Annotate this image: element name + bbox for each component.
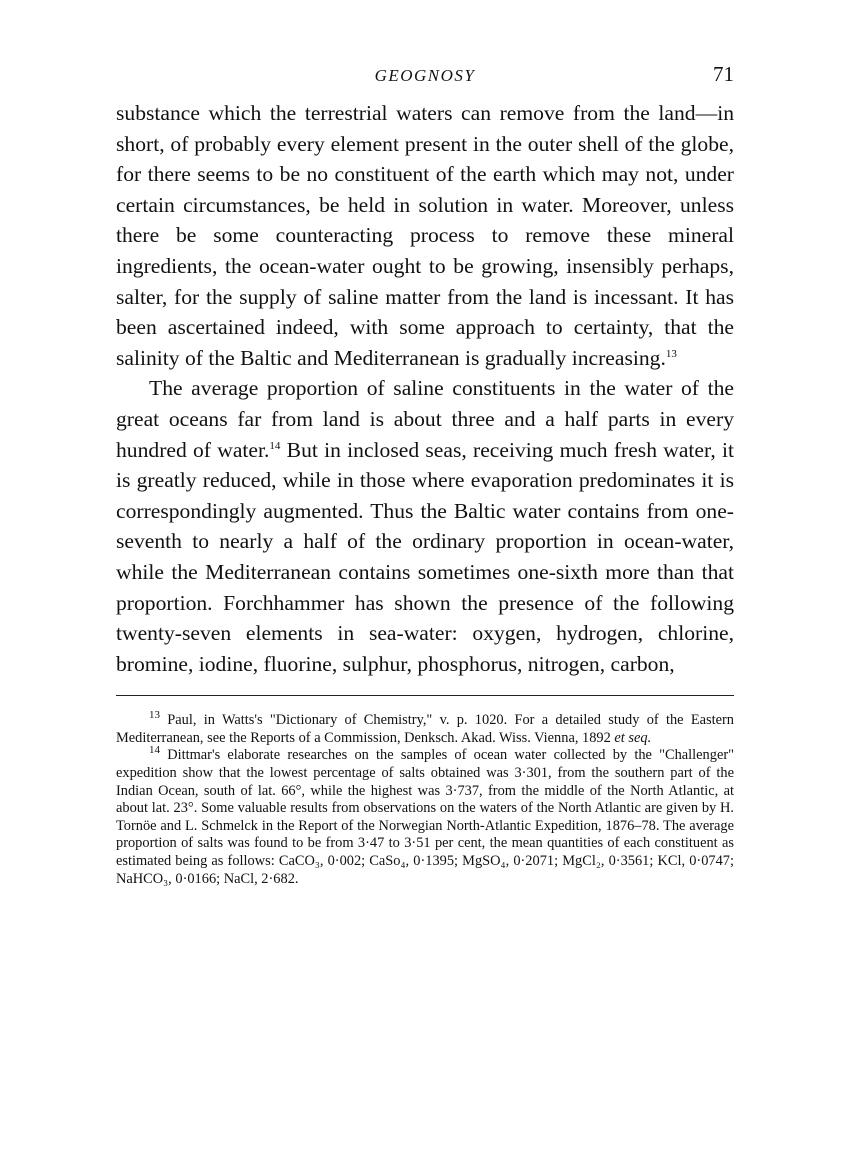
footnote-text: Paul, in Watts's "Dictionary of Chemistry," v. p. 1020. For a detailed study of the Eastern Mediterranean, see the Reports of a Commission, Denksch. Akad. Wiss. Vienna, 1892: [116, 712, 734, 746]
footnote-number: 13: [149, 709, 160, 722]
paragraph-text: But in inclosed seas, receiving much fresh water, it is greatly reduced, while in those where evaporation predominates it is correspondingly augmented. Thus the Baltic water contains from one-seventh to nearly a half of the ordinary proportion in ocean-water, while the Mediterranean contains sometimes one-sixth more than that proportion. Forchhammer has shown the presence of the following twenty-seven elements in sea-water: oxygen, hydrogen, chlorine, bromine, iodine, fluorine, sulphur, phosphorus, nitrogen, carbon,: [116, 437, 734, 676]
footnote: [116, 744, 734, 888]
book-page: [116, 58, 734, 888]
page-header: [116, 58, 734, 98]
footnote-number: 14: [149, 744, 160, 757]
page-number: 71: [713, 62, 734, 86]
footnote-ref: 13: [665, 347, 677, 360]
footnote-ref: 14: [269, 439, 281, 452]
footnote: [116, 709, 734, 747]
footnote-italic: et seq.: [614, 729, 652, 746]
paragraph-text: substance which the terrestrial waters can remove from the land—in short, of probably every element present in the outer shell of the globe, for there seems to be no constituent of the earth which may not, under certain circumstances, be held in solution in water. Moreover, unless there be some counteracting process to remove these mineral ingredients, the ocean-water ought to be growing, insensibly perhaps, salter, for the supply of saline matter from the land is incessant. It has been ascertained indeed, with some approach to certainty, that the salinity of the Baltic and Mediterranean is gradually increasing.: [116, 101, 734, 370]
body-text: [116, 98, 734, 679]
footnotes: [116, 709, 734, 888]
paragraph: [116, 98, 734, 373]
footnote-divider: [116, 695, 734, 696]
paragraph-text: The average proportion of saline constituents in the water of the great oceans far from land is about three and a half parts in every hundred of water.: [116, 376, 734, 462]
paragraph: [116, 373, 734, 679]
footnote-text: Dittmar's elaborate researches on the samples of ocean water collected by the "Challenger" expedition show that the lowest percentage of salts obtained was 3·301, from the southern part of the Indian Ocean, south of lat. 66°, while the highest was 3·737, from the middle of the North Atlantic, at about lat. 23°. Some valuable results from observations on the waters of the North Atlantic are given by H. Tornöe and L. Schmelck in the Report of the Norwegian North-Atlantic Expedition, 1876–78. The average proportion of salts was found to be from 3·47 to 3·51 per cent, the mean quantities of each constituent as estimated being as follows: CaCO₃, 0·002; CaSo₄, 0·1395; MgSO₄, 0·2071; MgCl₂, 0·3561; KCl, 0·0747; NaHCO₃, 0·0166; NaCl, 2·682.: [116, 747, 734, 887]
running-head: GEOGNOSY: [374, 66, 476, 85]
